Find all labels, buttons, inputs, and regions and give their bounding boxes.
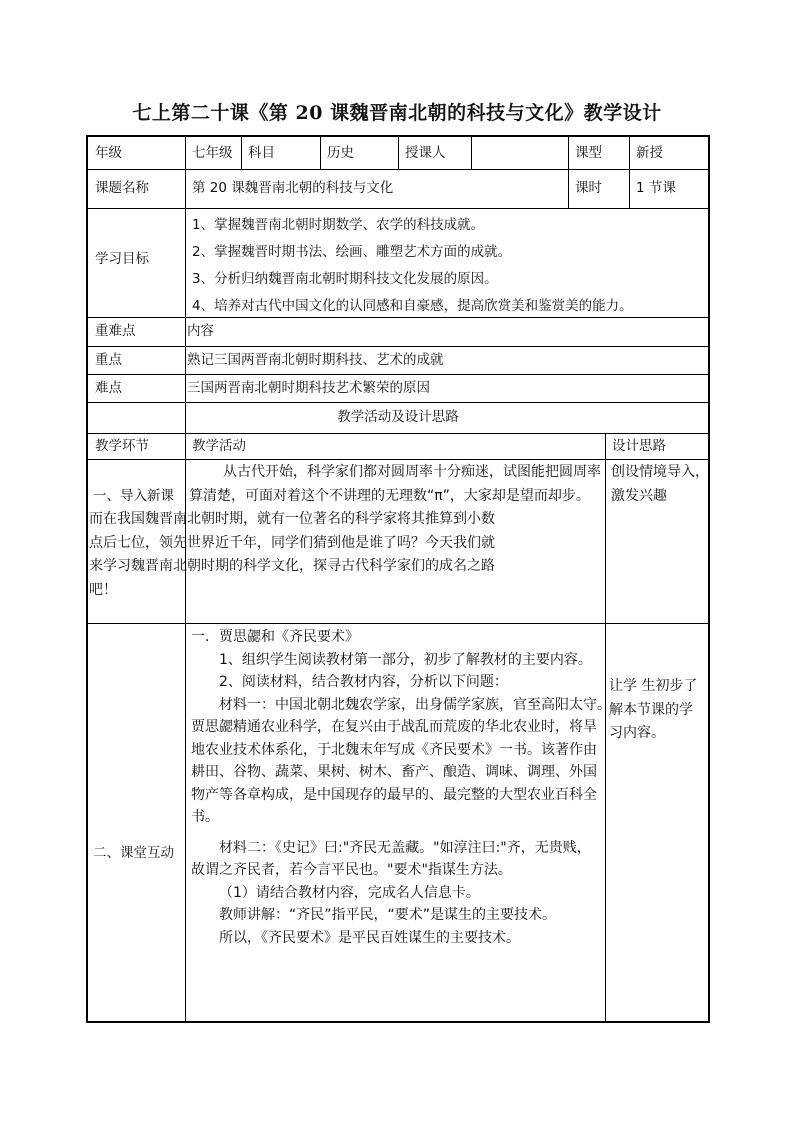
intro-line: 算清楚，可面对着这个不讲理的无理数“π”，大家却是望而却步。 xyxy=(189,487,590,504)
goal-item: 2、掌握魏晋时期书法、绘画、雕塑艺术方面的成就。 xyxy=(192,244,512,260)
interaction-line: 教师讲解：“齐民”指平民，“要术”是谋生的主要技术。 xyxy=(219,907,557,923)
type-value: 新授 xyxy=(636,145,663,161)
key-difficult-value: 内容 xyxy=(187,323,214,339)
interaction-line: 耕田、谷物、蔬菜、果树、树木、畜产、酿造、调味、调理、外国 xyxy=(191,764,597,780)
intro-design xyxy=(611,461,709,508)
key-label: 重点 xyxy=(95,352,122,368)
subject-label: 科目 xyxy=(248,145,275,161)
grade-label: 年级 xyxy=(95,145,122,161)
design-line: 让学 生初步了 xyxy=(609,678,698,694)
activities-header: 教学活动及设计思路 xyxy=(337,409,459,425)
interaction-activity xyxy=(191,626,611,949)
page-title: 七上第二十课《第 20 课魏晋南北朝的科技与文化》教学设计 xyxy=(132,102,662,124)
design-line: 创设情境导入， xyxy=(611,464,709,480)
goals-list xyxy=(192,212,633,320)
goal-item: 3、分析归纳魏晋南北朝时期科技文化发展的原因。 xyxy=(192,271,498,287)
interaction-line: 材料一：中国北朝北魏农学家，出身儒学家族，官至高阳太守。 xyxy=(219,696,611,713)
interaction-line: 所以，《齐民要术》是平民百姓谋生的主要技术。 xyxy=(219,929,520,946)
interaction-line: 材料二：《史记》曰:"齐民无盖藏。"如淳注曰:"齐，无贵贱， xyxy=(219,839,591,856)
design-line: 激发兴趣 xyxy=(611,487,667,504)
topic-value: 第 20 课魏晋南北朝的科技与文化 xyxy=(192,180,394,196)
design-column-header: 设计思路 xyxy=(612,438,666,454)
grade-value: 七年级 xyxy=(192,145,233,161)
interaction-line: 1、组织学生阅读教材第一部分，初步了解教材的主要内容。 xyxy=(219,651,592,668)
interaction-design xyxy=(609,675,706,746)
interaction-line: （1）请结合教材内容，完成名人信息卡。 xyxy=(219,884,480,901)
subject-value: 历史 xyxy=(327,145,354,161)
interaction-line: 2、阅读材料，结合教材内容，分析以下问题： xyxy=(219,674,508,690)
goal-item: 4、培养对古代中国文化的认同感和自豪感，提高欣赏美和鉴赏美的能力。 xyxy=(192,298,633,314)
goals-label: 学习目标 xyxy=(95,251,149,267)
activity-column-header: 教学活动 xyxy=(192,438,246,454)
interaction-line: 一．贾思勰和《齐民要术》 xyxy=(191,629,359,645)
interaction-line: 书。 xyxy=(191,809,219,825)
intro-activity xyxy=(191,461,603,508)
intro-line: 吧！ xyxy=(89,581,117,598)
intro-line: 而在我国魏晋南北朝时期，就有一位著名的科学家将其推算到小数 xyxy=(89,511,495,527)
design-line: 解本节课的学 xyxy=(609,701,693,718)
key-difficult-label: 重难点 xyxy=(95,323,136,339)
interaction-line: 贾思勰精通农业科学，在复兴由于战乱而荒废的华北农业时，将旱 xyxy=(191,719,597,735)
hours-value: 1 节课 xyxy=(636,180,676,196)
goal-item: 1、掌握魏晋南北朝时期数学、农学的科技成就。 xyxy=(192,217,485,233)
intro-line: 从古代开始，科学家们都对圆周率十分痴迷，试图能把圆周率 xyxy=(223,464,601,480)
topic-label: 课题名称 xyxy=(95,180,149,196)
teacher-label: 授课人 xyxy=(405,145,446,161)
intro-stage: 一、导入新课 xyxy=(93,488,174,504)
difficult-label: 难点 xyxy=(95,380,122,396)
interaction-line: 物产等各章构成，是中国现存的最早的、最完整的大型农业百科全 xyxy=(191,786,597,803)
interaction-line: 地农业技术体系化，于北魏末年写成《齐民要术》一书。该著作由 xyxy=(191,741,597,758)
intro-line: 点后七位，领先世界近千年，同学们猜到他是谁了吗？今天我们就 xyxy=(89,534,495,551)
key-value: 熟记三国两晋南北朝时期科技、艺术的成就 xyxy=(187,352,444,368)
intro-activity-overflow xyxy=(89,508,603,602)
design-line: 习内容。 xyxy=(609,725,665,741)
interaction-line: 故谓之齐民者，若今言平民也。"要术"指谋生方法。 xyxy=(191,862,512,878)
stage-column-header: 教学环节 xyxy=(95,438,149,454)
difficult-value: 三国两晋南北朝时期科技艺术繁荣的原因 xyxy=(187,380,430,396)
hours-label: 课时 xyxy=(575,180,602,196)
type-label: 课型 xyxy=(575,145,602,161)
intro-line: 来学习魏晋南北朝时期的科学文化，探寻古代科学家们的成名之路 xyxy=(89,558,495,574)
interaction-stage: 二、课堂互动 xyxy=(93,845,174,861)
lesson-plan-table xyxy=(86,135,710,1023)
